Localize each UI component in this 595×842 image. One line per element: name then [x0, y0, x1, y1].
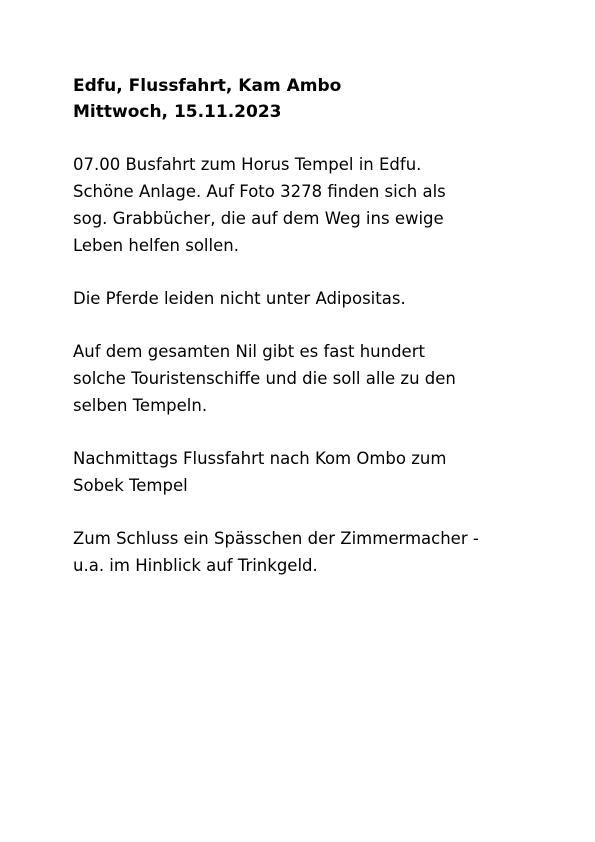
- document-heading: [73, 73, 573, 125]
- paragraph-closing: Zum Schluss ein Spässchen der Zimmermacher - u.a. im Hinblick auf Trinkgeld.: [73, 529, 479, 575]
- document-title: Edfu, Flussfahrt, Kam Ambo: [73, 76, 342, 96]
- document-date: Mittwoch, 15.11.2023: [73, 102, 282, 122]
- document-page: [73, 73, 573, 579]
- paragraph-kom-ombo: Nachmittags Flussfahrt nach Kom Ombo zum Sobek Tempel: [73, 449, 447, 495]
- paragraph-horus-temple: 07.00 Busfahrt zum Horus Tempel in Edfu. Schöne Anlage. Auf Foto 3278 finden sich als sog. Grabbücher, die auf dem Weg ins ewige Leben helfen sollen.: [73, 155, 446, 255]
- paragraph-nile-ships: Auf dem gesamten Nil gibt es fast hundert solche Touristenschiffe und die soll alle zu den selben Tempeln.: [73, 342, 456, 415]
- paragraph-horses: Die Pferde leiden nicht unter Adipositas.: [73, 289, 406, 308]
